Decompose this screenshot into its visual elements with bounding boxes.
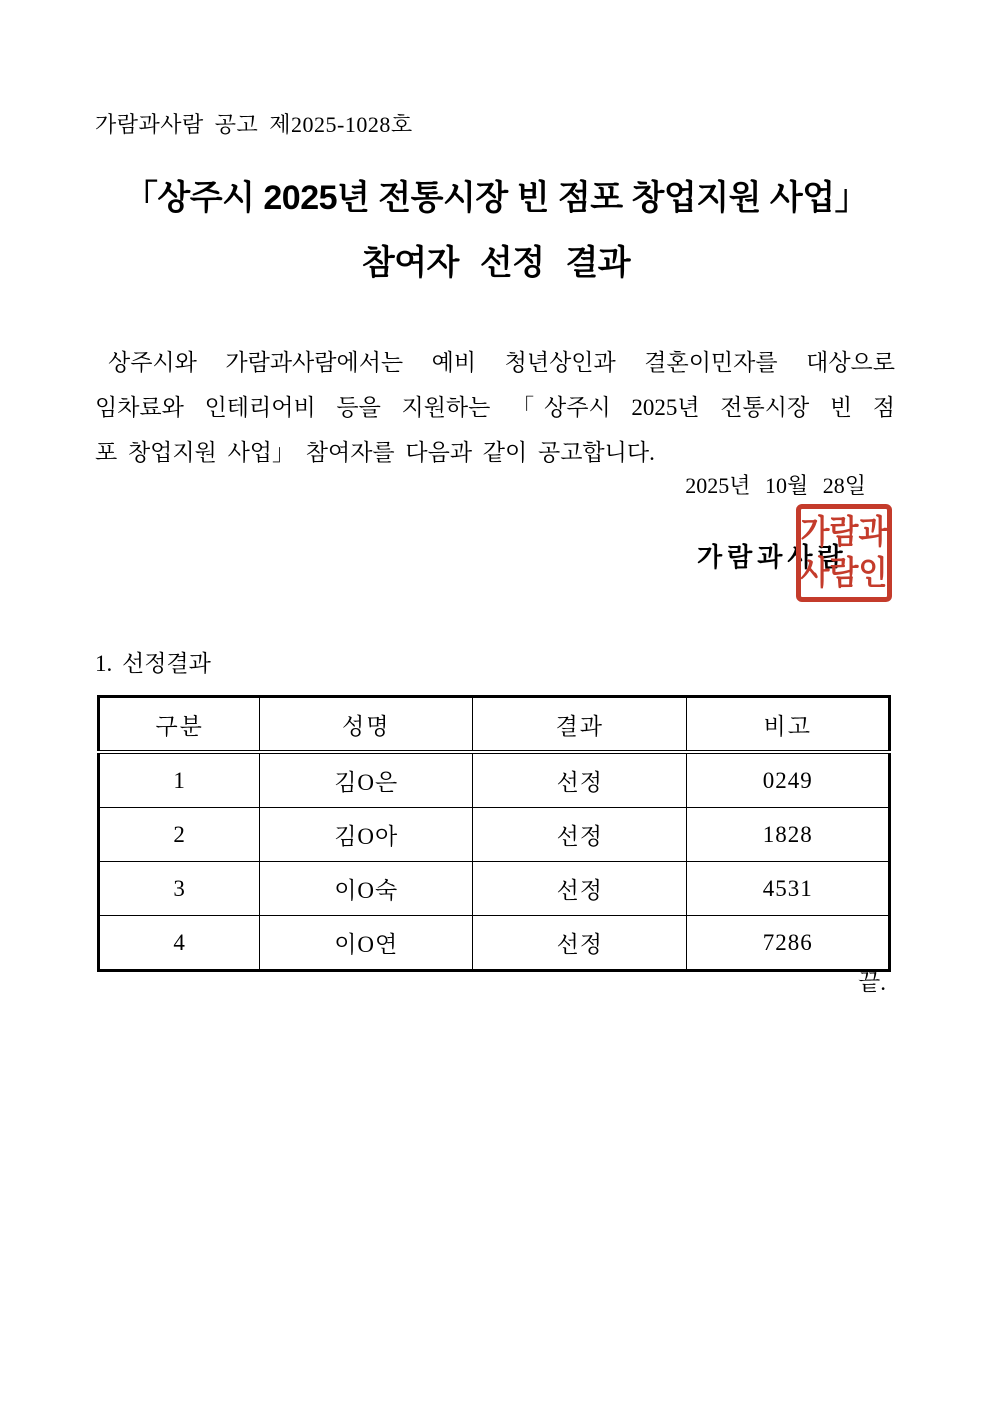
seal-text-line-2: 사람인: [800, 555, 888, 592]
cell-result: 선정: [473, 916, 687, 971]
cell-note: 0249: [687, 752, 890, 808]
cell-note: 7286: [687, 916, 890, 971]
cell-result: 선정: [473, 808, 687, 862]
cell-category: 3: [99, 862, 260, 916]
cell-category: 1: [99, 752, 260, 808]
selection-results-table: [97, 695, 891, 972]
cell-note: 1828: [687, 808, 890, 862]
body-paragraph: [95, 340, 895, 475]
table-header-row: [99, 697, 890, 753]
body-line: 상주시와 가람과사람에서는 예비 청년상인과 결혼이민자를 대상으로: [108, 350, 895, 375]
cell-name: 이O연: [260, 916, 473, 971]
column-header-note: 비고: [687, 697, 890, 753]
doc-number: 가람과사람 공고 제2025-1028호: [95, 112, 413, 137]
table-row: [99, 808, 890, 862]
column-header-result: 결과: [473, 697, 687, 753]
title-line-1: 「상주시 2025년 전통시장 빈 점포 창업지원 사업」: [123, 179, 869, 217]
cell-note: 4531: [687, 862, 890, 916]
cell-name: 이O숙: [260, 862, 473, 916]
cell-result: 선정: [473, 752, 687, 808]
closing-mark: 끝.: [858, 970, 886, 995]
column-header-category: 구분: [99, 697, 260, 753]
cell-name: 김O은: [260, 752, 473, 808]
cell-category: 4: [99, 916, 260, 971]
title-line-2: 참여자 선정 결과: [361, 244, 631, 282]
seal-text-line-1: 가람과: [800, 514, 888, 551]
table-row: [99, 752, 890, 808]
body-line: 포 창업지원 사업」 참여자를 다음과 같이 공고합니다.: [95, 440, 655, 465]
cell-name: 김O아: [260, 808, 473, 862]
cell-result: 선정: [473, 862, 687, 916]
column-header-name: 성명: [260, 697, 473, 753]
signer-name: 가람과사람: [697, 543, 848, 572]
section-title-selection-results: 1. 선정결과: [95, 651, 211, 676]
body-line: 임차료와 인테리어비 등을 지원하는 「상주시 2025년 전통시장 빈 점: [95, 395, 895, 420]
table-row: [99, 862, 890, 916]
announcement-date: 2025년 10월 28일: [685, 473, 866, 498]
cell-category: 2: [99, 808, 260, 862]
table-row: [99, 916, 890, 971]
document-title: [0, 178, 992, 283]
official-seal-stamp: [796, 504, 892, 602]
